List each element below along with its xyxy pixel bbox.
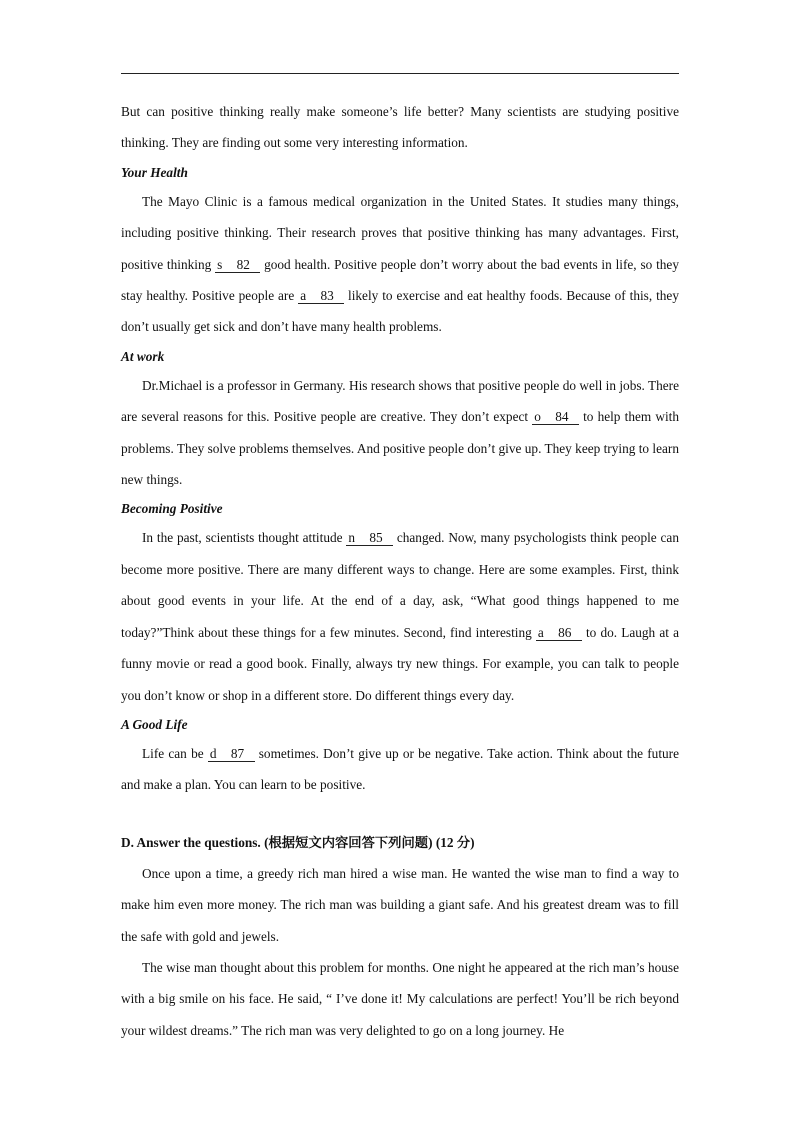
section-heading-work: At work: [121, 348, 165, 364]
part-d-heading: D. Answer the questions. (根据短文内容回答下列问题) (12 分): [121, 834, 475, 850]
paragraph-work: Dr.Michael is a professor in Germany. His research shows that positive people do well in jobs. There are several reasons for this. Positive people are creative. They don’t expect o 84 to help them with problems. They solve problems themselves. And positive people don’t give up. They keep trying to learn new things.: [121, 377, 680, 488]
blank-82[interactable]: s 82: [215, 257, 260, 273]
section-heading-health: Your Health: [121, 164, 188, 180]
section-heading-goodlife: A Good Life: [121, 716, 188, 732]
blank-83[interactable]: a 83: [298, 288, 344, 304]
blank-86[interactable]: a 86: [536, 625, 582, 641]
paragraph-health: The Mayo Clinic is a famous medical organization in the United States. It studies many things, including positive thinking. Their research proves that positive thinking has many advantages. First, positive thinking s 82 good health. Positive people don’t worry about the bad events in life, so they stay healthy. Positive people are a 83 likely to exercise and eat healthy foods. Because of this, they don’t usually get sick and don’t have many health problems.: [121, 193, 679, 335]
section-heading-becoming: Becoming Positive: [121, 501, 223, 517]
paragraph-becoming: In the past, scientists thought attitude n 85 changed. Now, many psychologists think people can become more positive. There are many different ways to change. Here are some examples. First, think about good events in your life. At the end of a day, ask, “What good things happened to me today?”Think about these things for a few minutes. Second, find interesting a 86 to do. Laugh at a funny movie or read a good book. Finally, always try new things. For example, you can talk to people you don’t know or shop in a different store. Do different things every day.: [121, 530, 679, 703]
header-rule: [121, 73, 679, 74]
blank-85[interactable]: n 85: [346, 530, 393, 546]
part-d-paragraph-1: Once upon a time, a greedy rich man hired a wise man. He wanted the wise man to find a way to make him even more money. The rich man was building a giant safe. And his greatest dream was to fill the safe with gold and jewels.: [121, 865, 679, 944]
intro-paragraph: But can positive thinking really make someone’s life better? Many scientists are studying positive thinking. They are finding out some very interesting information.: [121, 104, 679, 151]
paragraph-goodlife: Life can be d 87 sometimes. Don’t give up or be negative. Take action. Think about the future and make a plan. You can learn to be positive.: [121, 745, 679, 793]
blank-87[interactable]: d 87: [208, 746, 255, 762]
blank-84[interactable]: o 84: [532, 409, 579, 425]
document-content: [121, 96, 679, 1046]
part-d-paragraph-2: The wise man thought about this problem for months. One night he appeared at the rich man’s house with a big smile on his face. He said, “ I’ve done it! My calculations are perfect! You’ll be rich beyond your wildest dreams.” The rich man was very delighted to go on a long journey. He: [121, 959, 679, 1038]
